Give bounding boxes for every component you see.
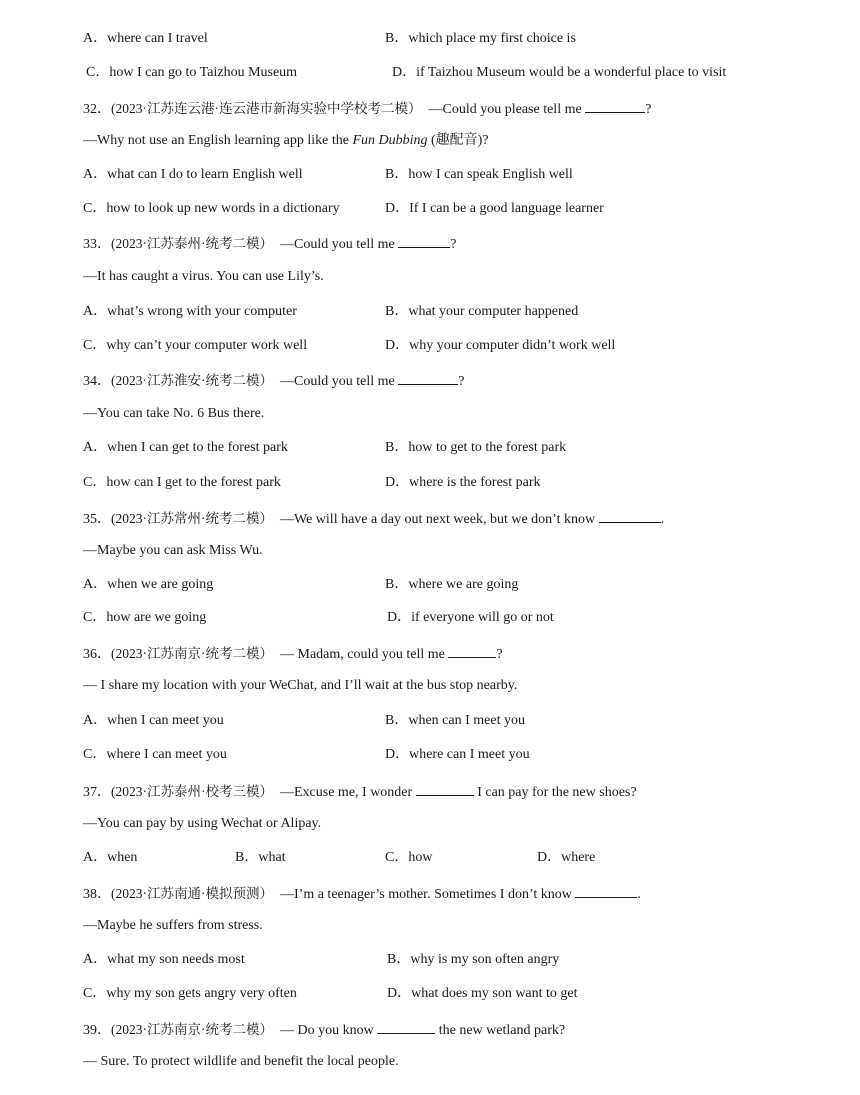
q36-options-row-2 — [0, 745, 860, 765]
q34-option-d: D．where is the forest park — [385, 475, 541, 490]
question-text: —Could you tell me — [280, 374, 395, 389]
q33-reply: —It has caught a virus. You can use Lily’s. — [83, 269, 324, 284]
answer-blank — [599, 508, 661, 523]
question-number: 32． — [83, 102, 111, 117]
q34-stem: 34．(2023·江苏淮安·统考二模） —Could you tell me ? — [0, 370, 860, 390]
q35-options-row-2 — [0, 608, 860, 628]
q35-option-b: B．where we are going — [385, 577, 519, 592]
question-source: (2023·江苏常州·统考二模） — [111, 511, 273, 526]
q37-options-row — [0, 848, 860, 868]
q38-option-d: D．what does my son want to get — [387, 986, 578, 1001]
q37-option-b: B．what — [235, 850, 286, 865]
question-text: —I’m a teenager’s mother. Sometimes I don’t know — [280, 887, 572, 902]
q33-options-row-1 — [0, 302, 860, 322]
question-number: 37． — [83, 785, 111, 800]
answer-blank — [398, 370, 458, 385]
question-number: 33． — [83, 237, 111, 252]
q38-options-row-2 — [0, 984, 860, 1004]
answer-blank — [448, 643, 496, 658]
q31-options-row-2 — [0, 63, 860, 83]
answer-blank — [377, 1019, 435, 1034]
question-source: (2023·江苏南京·统考二模） — [111, 1022, 273, 1037]
question-source: (2023·江苏泰州·校考三模） — [111, 784, 273, 799]
question-text: — Madam, could you tell me — [280, 647, 445, 662]
q34-option-b: B．how to get to the forest park — [385, 440, 567, 455]
q31-option-b: B．which place my first choice is — [385, 31, 576, 46]
q35-options-row-1 — [0, 575, 860, 595]
q35-option-a: A．when we are going — [83, 577, 214, 592]
q32-options-row-1 — [0, 165, 860, 185]
q33-option-a: A．what’s wrong with your computer — [83, 304, 297, 319]
question-text: —We will have a day out next week, but we don’t know — [280, 512, 596, 527]
q32-option-a: A．what can I do to learn English well — [83, 167, 303, 182]
answer-blank — [416, 781, 474, 796]
question-source: (2023·江苏南通·模拟预测） — [111, 886, 273, 901]
question-number: 35． — [83, 512, 111, 527]
question-source: (2023·江苏连云港·连云港市新海实验中学校考二模） — [111, 101, 422, 116]
q31-option-c: C．how I can go to Taizhou Museum — [86, 65, 298, 80]
question-source: (2023·江苏南京·统考二模） — [111, 646, 273, 661]
q38-option-a: A．what my son needs most — [83, 952, 245, 967]
app-name: Fun Dubbing — [352, 133, 428, 148]
q36-option-a: A．when I can meet you — [83, 713, 224, 728]
q32-option-c: C．how to look up new words in a dictionary — [83, 201, 340, 216]
question-text: —Excuse me, I wonder — [280, 785, 413, 800]
q33-option-d: D．why your computer didn’t work well — [385, 338, 616, 353]
q32-stem: 32．(2023·江苏连云港·连云港市新海实验中学校考二模） —Could you please tell me ? — [0, 98, 860, 118]
q35-reply: —Maybe you can ask Miss Wu. — [83, 543, 263, 558]
q38-option-c: C．why my son gets angry very often — [83, 986, 297, 1001]
q34-options-row-2 — [0, 473, 860, 493]
q34-options-row-1 — [0, 438, 860, 458]
q39-stem: 39．(2023·江苏南京·统考二模） — Do you know the new wetland park? — [0, 1019, 860, 1039]
q36-reply: — I share my location with your WeChat, and I’ll wait at the bus stop nearby. — [83, 678, 518, 693]
q38-option-b: B．why is my son often angry — [387, 952, 560, 967]
q35-option-c: C．how are we going — [83, 610, 207, 625]
q33-option-c: C．why can’t your computer work well — [83, 338, 308, 353]
question-number: 39． — [83, 1023, 111, 1038]
q38-options-row-1 — [0, 950, 860, 970]
q38-stem: 38．(2023·江苏南通·模拟预测） —I’m a teenager’s mother. Sometimes I don’t know . — [0, 883, 860, 903]
q36-option-d: D．where can I meet you — [385, 747, 530, 762]
q33-option-b: B．what your computer happened — [385, 304, 579, 319]
q34-option-c: C．how can I get to the forest park — [83, 475, 281, 490]
q37-option-d: D．where — [537, 850, 596, 865]
q32-reply: —Why not use an English learning app like the Fun Dubbing (趣配音)? — [83, 133, 489, 148]
q31-options-row-1 — [0, 29, 860, 49]
question-source: (2023·江苏淮安·统考二模） — [111, 373, 273, 388]
q36-stem: 36．(2023·江苏南京·统考二模） — Madam, could you tell me ? — [0, 643, 860, 663]
q38-reply: —Maybe he suffers from stress. — [83, 918, 263, 933]
question-number: 36． — [83, 647, 111, 662]
q36-option-b: B．when can I meet you — [385, 713, 525, 728]
question-text: — Do you know — [280, 1023, 374, 1038]
q39-reply: — Sure. To protect wildlife and benefit the local people. — [83, 1054, 399, 1069]
q37-reply: —You can pay by using Wechat or Alipay. — [83, 816, 322, 831]
question-number: 38． — [83, 887, 111, 902]
q37-option-c: C．how — [385, 850, 433, 865]
q36-option-c: C．where I can meet you — [83, 747, 227, 762]
q31-option-a: A．where can I travel — [83, 31, 208, 46]
q32-option-d: D．If I can be a good language learner — [385, 201, 604, 216]
q31-option-d: D．if Taizhou Museum would be a wonderful place to visit — [392, 65, 727, 80]
answer-blank — [585, 98, 645, 113]
answer-blank — [575, 883, 637, 898]
q32-option-b: B．how I can speak English well — [385, 167, 573, 182]
answer-blank — [398, 233, 450, 248]
question-number: 34． — [83, 374, 111, 389]
q33-stem: 33．(2023·江苏泰州·统考二模） —Could you tell me ? — [0, 233, 860, 253]
q34-reply: —You can take No. 6 Bus there. — [83, 406, 265, 421]
q35-option-d: D．if everyone will go or not — [387, 610, 554, 625]
question-text: —Could you please tell me — [428, 102, 582, 117]
q37-option-a: A．when — [83, 850, 138, 865]
q36-options-row-1 — [0, 711, 860, 731]
q33-options-row-2 — [0, 336, 860, 356]
question-source: (2023·江苏泰州·统考二模） — [111, 236, 273, 251]
q35-stem: 35．(2023·江苏常州·统考二模） —We will have a day out next week, but we don’t know . — [0, 508, 860, 528]
question-text: —Could you tell me — [280, 237, 395, 252]
q37-stem: 37．(2023·江苏泰州·校考三模） —Excuse me, I wonder I can pay for the new shoes? — [0, 781, 860, 801]
q32-options-row-2 — [0, 199, 860, 219]
q34-option-a: A．when I can get to the forest park — [83, 440, 288, 455]
